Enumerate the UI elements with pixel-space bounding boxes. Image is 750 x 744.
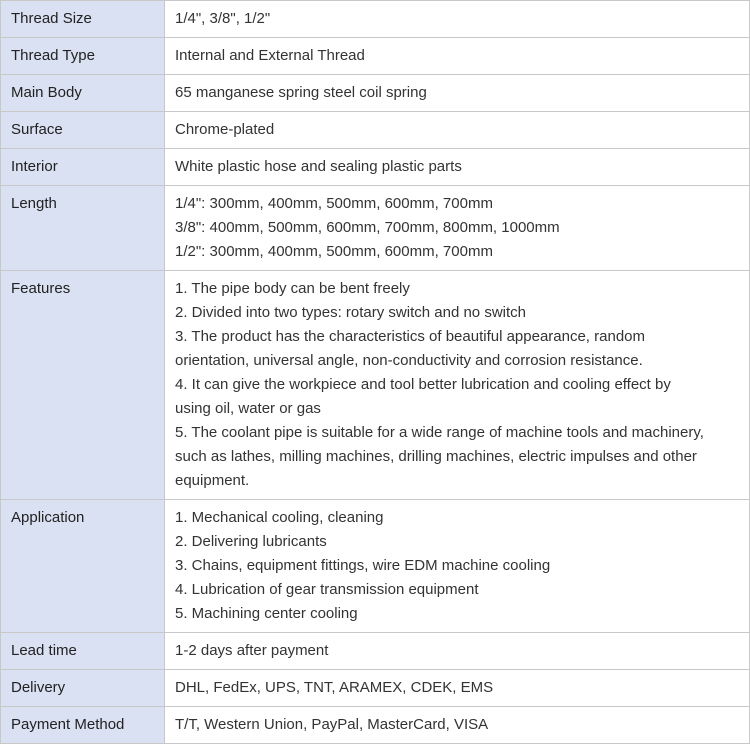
spec-row [1,670,750,707]
spec-row [1,112,750,149]
spec-value [165,75,750,112]
spec-value [165,112,750,149]
spec-row [1,633,750,670]
spec-value [165,670,750,707]
spec-value [165,1,750,38]
spec-value-line: T/T, Western Union, PayPal, MasterCard, VISA [175,716,489,733]
spec-value [165,149,750,186]
spec-table-body [1,1,750,744]
spec-value-line: 1-2 days after payment [175,642,329,659]
spec-value-line: equipment. [175,472,250,489]
spec-row [1,1,750,38]
spec-value-line: DHL, FedEx, UPS, TNT, ARAMEX, CDEK, EMS [175,679,494,696]
spec-label: Interior [1,149,165,186]
spec-value-line: 1/4", 3/8", 1/2" [175,10,271,27]
spec-value [165,633,750,670]
spec-label: Thread Size [1,1,165,38]
spec-label: Surface [1,112,165,149]
spec-value [165,186,750,271]
spec-label: Delivery [1,670,165,707]
spec-value-line: 4. Lubrication of gear transmission equipment [175,581,479,598]
spec-value-line: 1/2": 300mm, 400mm, 500mm, 600mm, 700mm [175,243,493,260]
spec-row [1,186,750,271]
spec-value-line: orientation, universal angle, non-conductivity and corrosion resistance. [175,352,643,369]
spec-label: Main Body [1,75,165,112]
spec-label: Lead time [1,633,165,670]
spec-value-line: 3/8": 400mm, 500mm, 600mm, 700mm, 800mm, 1000mm [175,219,560,236]
spec-value [165,271,750,500]
spec-value-line: Chrome-plated [175,121,275,138]
spec-label: Length [1,186,165,271]
spec-row [1,75,750,112]
spec-value-line: 5. Machining center cooling [175,605,358,622]
spec-value-line: 65 manganese spring steel coil spring [175,84,427,101]
spec-row [1,707,750,744]
spec-value-line: Internal and External Thread [175,47,365,64]
spec-label: Features [1,271,165,500]
spec-row [1,500,750,633]
spec-value-line: 2. Divided into two types: rotary switch and no switch [175,304,526,321]
spec-value-line: 4. It can give the workpiece and tool better lubrication and cooling effect by [175,376,671,393]
spec-value-line: 3. Chains, equipment fittings, wire EDM machine cooling [175,557,551,574]
spec-value-line: 1. The pipe body can be bent freely [175,280,410,297]
spec-value-line: 3. The product has the characteristics of beautiful appearance, random [175,328,646,345]
spec-label: Application [1,500,165,633]
spec-value-line: using oil, water or gas [175,400,321,417]
spec-value-line: 2. Delivering lubricants [175,533,327,550]
spec-label: Payment Method [1,707,165,744]
spec-value [165,500,750,633]
spec-row [1,38,750,75]
spec-value-line: 1. Mechanical cooling, cleaning [175,509,384,526]
spec-row [1,271,750,500]
spec-value-line: 5. The coolant pipe is suitable for a wide range of machine tools and machinery, [175,424,704,441]
spec-value-line: White plastic hose and sealing plastic parts [175,158,462,175]
spec-value [165,38,750,75]
spec-value-line: 1/4": 300mm, 400mm, 500mm, 600mm, 700mm [175,195,493,212]
spec-value-line: such as lathes, milling machines, drilling machines, electric impulses and other [175,448,697,465]
spec-value [165,707,750,744]
spec-label: Thread Type [1,38,165,75]
spec-row [1,149,750,186]
